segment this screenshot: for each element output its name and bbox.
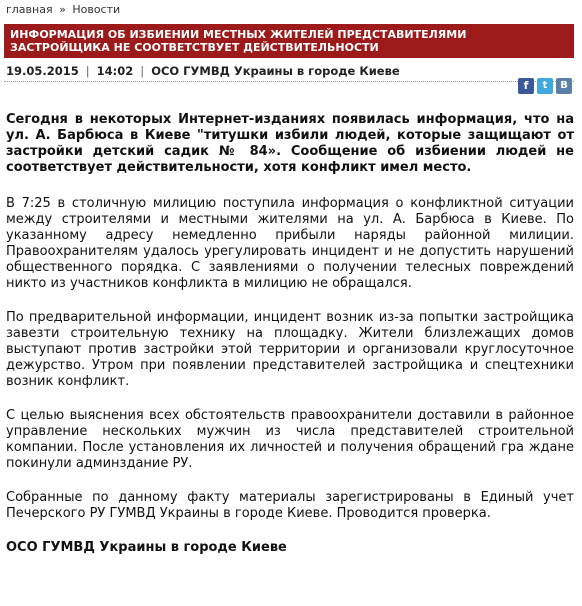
article-paragraph-3: С целью выяснения всех обстоятельств правоохранители доставили в районное управление нескольких мужчин из числа представителей строительной компании. После установления их личностей и получения обращений гра ждане покинули админздание РУ. (6, 408, 574, 471)
twitter-share-icon[interactable]: t (537, 78, 553, 94)
article-paragraph-1: В 7:25 в столичную милицию поступила информация о конфликтной ситуации между строителями и местными жителями на ул. А. Барбюса в Киеве. По указанному адресу немедленно прибыли наряды районной милиции. Правоохранителям удалось урегулировать инцидент и не допустить нарушений общественного порядка. С заявлениями о получении телесных повреждений никто из участников конфликта в милицию не обращался. (6, 196, 574, 291)
breadcrumb-news-link[interactable]: Новости (72, 3, 121, 16)
article-title: ИНФОРМАЦИЯ ОБ ИЗБИЕНИИ МЕСТНЫХ ЖИТЕЛЕЙ ПРЕДСТАВИТЕЛЯМИ ЗАСТРОЙЩИКА НЕ СООТВЕТСТВУЕТ ДЕЙСТВИТЕЛЬНОСТИ (4, 24, 574, 58)
article-body (6, 112, 574, 574)
meta-divider (4, 81, 574, 82)
article-meta: 19.05.2015 | 14:02 | ОСО ГУМВД Украины в городе Киеве (6, 64, 400, 78)
article-lead: Сегодня в некоторых Интернет-изданиях появилась информация, что на ул. А. Барбюса в Киеве "титушки избили людей, которые защищают от застройки детский садик № 84». Сообщение об избиении людей не соответствует действительности, хотя конфликт имел место. (6, 112, 574, 175)
article-source: ОСО ГУМВД Украины в городе Киеве (151, 64, 400, 78)
article-paragraph-4: Собранные по данному факту материалы зарегистрированы в Единый учет Печерского РУ ГУМВД Украины в городе Киеве. Проводится проверка. (6, 490, 574, 521)
social-share-buttons (518, 78, 572, 94)
breadcrumb (6, 3, 120, 16)
facebook-share-icon[interactable]: f (518, 78, 534, 94)
article-signature: ОСО ГУМВД Украины в городе Киеве (6, 540, 287, 555)
article-date: 19.05.2015 (6, 64, 79, 78)
breadcrumb-separator: » (59, 3, 66, 16)
article-paragraph-2: По предварительной информации, инцидент возник из-за попытки застройщика завезти строительную технику на площадку. Жители близлежащих домов выступают против застройки этой территории и организовали круглосуточное дежурство. Утром при появлении представителей застройщика и спецтехники возник конфликт. (6, 310, 574, 389)
article-time: 14:02 (96, 64, 134, 78)
breadcrumb-home-link[interactable]: главная (6, 3, 53, 16)
vkontakte-share-icon[interactable]: B (556, 78, 572, 94)
